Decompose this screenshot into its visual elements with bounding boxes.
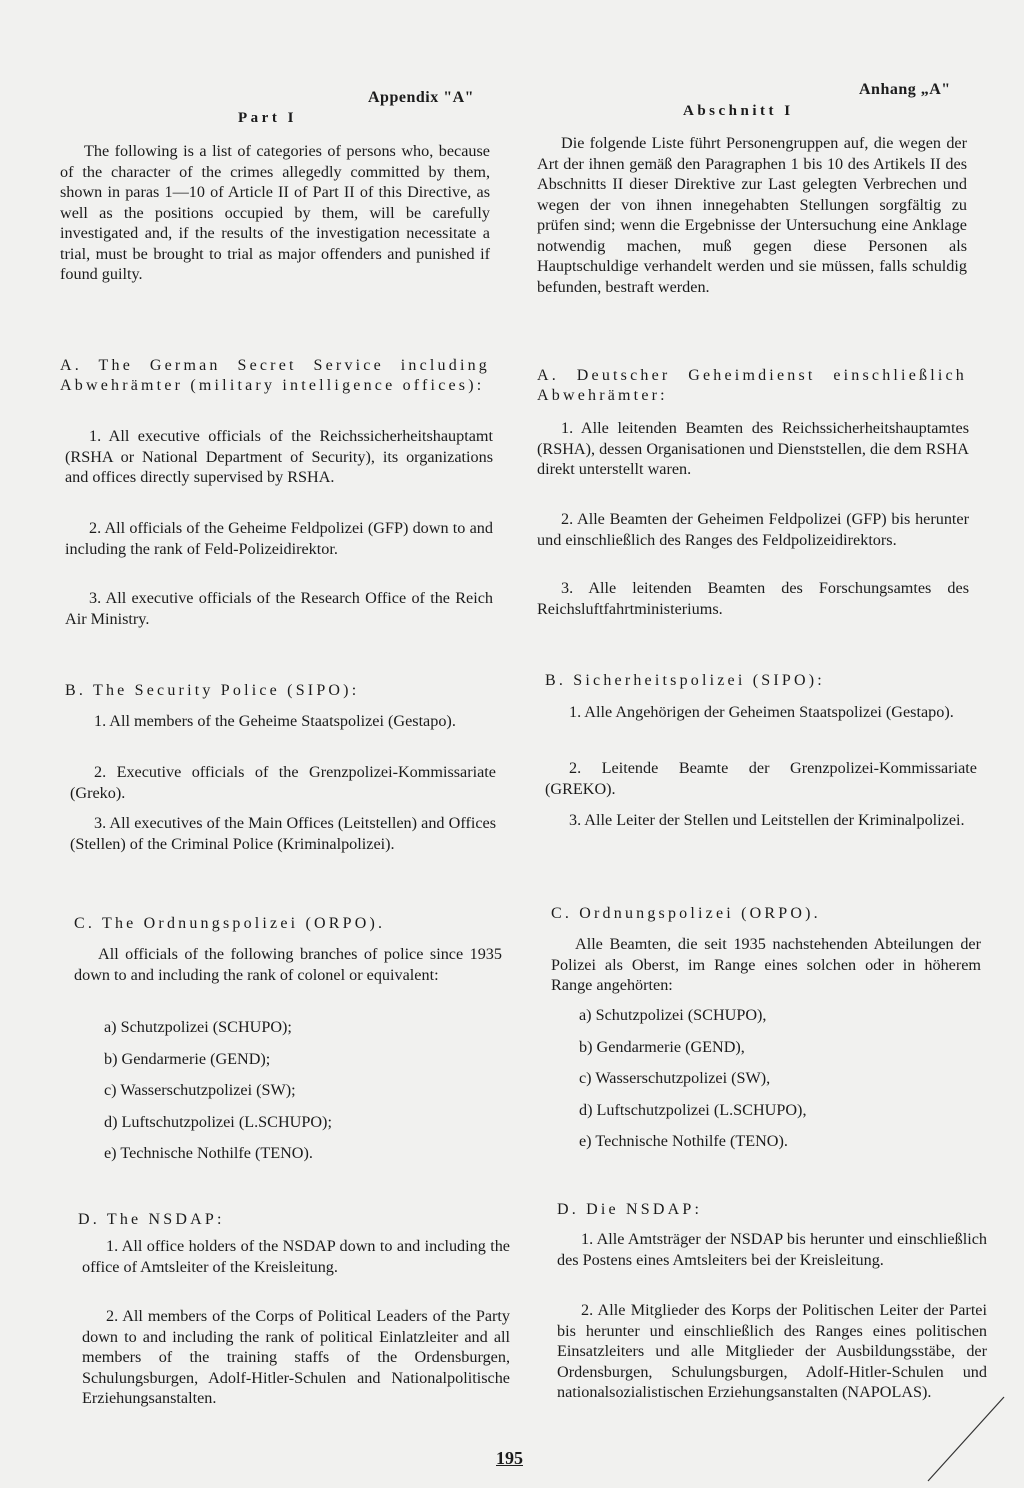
- section-a-item-2: 2. All officials of the Geheime Feldpolizei (GFP) down to and including the rank of Feld-Polizeidirektor.: [65, 519, 493, 558]
- abschnitt-c-subitem-a: a) Schutzpolizei (SCHUPO),: [579, 1006, 767, 1024]
- abschnitt-b-item-2: 2. Leitende Beamte der Grenzpolizei-Kommissariate (GREKO).: [545, 759, 977, 798]
- intro-paragraph: The following is a list of categories of persons who, because of the character of the crimes allegedly committed by them, shown in paras 1—10 of Article II of Part II of this Directive, as well as the positions occupied by them, will be carefully investigated and, if the results of the investigation necessitate a trial, must be brought to trial as major offenders and punished if found guilty.: [60, 142, 490, 283]
- section-c-subitem-d: d) Luftschutzpolizei (L.SCHUPO);: [104, 1112, 332, 1131]
- abschnitt-b-item-3: 3. Alle Leiter der Stellen und Leitstellen der Kriminalpolizei.: [569, 811, 965, 829]
- section-c-subitems: [68, 1017, 484, 1175]
- section-c-heading: C. The Ordnungspolizei (ORPO).: [74, 915, 386, 932]
- abschnitt-d-heading: D. Die NSDAP:: [557, 1201, 703, 1218]
- appendix-title: Appendix "A": [368, 89, 475, 106]
- section-d-item-2: 2. All members of the Corps of Political Leaders of the Party down to and including the rank of political Einlatzleiter and all members of the training staffs of the Ordensburgen, Schulungsburgen, Adolf-Hitler-Schulen and Nationalpolitische Erziehungsanstalten.: [82, 1307, 510, 1407]
- abschnitt-a-item-2: 2. Alle Beamten der Geheimen Feldpolizei (GFP) bis herunter und einschließlich des Ranges des Feldpolizeidirektors.: [537, 510, 969, 549]
- abschnitt-c-subitems: [543, 1005, 959, 1163]
- section-b-item-2: 2. Executive officials of the Grenzpolizei-Kommissariate (Greko).: [70, 763, 496, 802]
- section-c-subitem-b: b) Gendarmerie (GEND);: [104, 1049, 271, 1068]
- section-a-item-1: 1. All executive officials of the Reichssicherheitshauptamt (RSHA or National Department of Security), its organizations and offices directly supervised by RSHA.: [65, 427, 493, 486]
- abschnitt-c-subitem-d: d) Luftschutzpolizei (L.SCHUPO),: [579, 1100, 807, 1119]
- section-a-item-3: 3. All executive officials of the Research Office of the Reich Air Ministry.: [65, 589, 493, 628]
- section-c-subitem-a: a) Schutzpolizei (SCHUPO);: [104, 1018, 292, 1036]
- part-title: Part I: [238, 110, 297, 126]
- section-b-heading: B. The Security Police (SIPO):: [65, 682, 360, 699]
- abschnitt-d-item-1: 1. Alle Amtsträger der NSDAP bis herunter und einschließlich des Postens eines Amtsleiters bei der Kreisleitung.: [557, 1230, 987, 1269]
- abschnitt-a-heading: A. Deutscher Geheimdienst einschließlich Abwehrämter:: [537, 367, 967, 404]
- section-c-intro: All officials of the following branches of police since 1935 down to and including the rank of colonel or equivalent:: [74, 945, 502, 984]
- abschnitt-c-intro: Alle Beamten, die seit 1935 nachstehenden Abteilungen der Polizei als Oberst, im Range eines solchen oder in höherem Range angehörten:: [551, 935, 981, 994]
- section-b-item-1: 1. All members of the Geheime Staatspolizei (Gestapo).: [94, 712, 456, 730]
- abschnitt-b-item-1: 1. Alle Angehörigen der Geheimen Staatspolizei (Gestapo).: [569, 703, 954, 721]
- section-d-item-1: 1. All office holders of the NSDAP down to and including the office of Amtsleiter of the Kreisleitung.: [82, 1237, 510, 1276]
- abschnitt-c-heading: C. Ordnungspolizei (ORPO).: [551, 905, 821, 922]
- abschnitt-c-subitem-c: c) Wasserschutzpolizei (SW),: [579, 1069, 771, 1087]
- pen-stroke-mark: [920, 1395, 1010, 1485]
- abschnitt-a-item-3: 3. Alle leitenden Beamten des Forschungsamtes des Reichsluftfahrtministeriums.: [537, 579, 969, 618]
- abschnitt-c-subitem-b: b) Gendarmerie (GEND),: [579, 1037, 745, 1056]
- section-d-heading: D. The NSDAP:: [78, 1211, 225, 1228]
- section-c-subitem-e: e) Technische Nothilfe (TENO).: [104, 1144, 313, 1162]
- abschnitt-a-item-1: 1. Alle leitenden Beamten des Reichssicherheitshauptamtes (RSHA), dessen Organisationen und Dienststellen, die dem RSHA direkt unterstellt waren.: [537, 419, 969, 478]
- section-c-subitem-c: c) Wasserschutzpolizei (SW);: [104, 1081, 296, 1099]
- abschnitt-d-item-2: 2. Alle Mitglieder des Korps der Politischen Leiter der Partei bis herunter und einschließlich des Ranges eines politischen Einsatzleiters und alle Mitglieder der Ausbildungsstäbe, der Ordensburgen, Schulungsburgen, Adolf-Hitler-Schulen und nationalsozialistischen Erziehungsanstalten (NAPOLAS).: [557, 1301, 987, 1401]
- einleitung-paragraph: Die folgende Liste führt Personengruppen auf, die wegen der Art der ihnen gemäß den Paragraphen 1 bis 10 des Artikels II des Abschnitts II dieser Direktive zur Last gelegten Verbrechen und wegen der von ihnen innegehabten Stellungen sorgfältig zu prüfen sind; wenn die Ergebnisse der Untersuchung eine Anklage notwendig machen, muß gegen diese Personen als Hauptschuldige verhandelt werden und sie müssen, falls schuldig befunden, bestraft werden.: [537, 134, 967, 296]
- section-a-heading: A. The German Secret Service including Abwehrämter (military intelligence offices):: [60, 357, 490, 394]
- anhang-title: Anhang „A": [859, 81, 951, 98]
- page-number: 195: [496, 1448, 523, 1468]
- abschnitt-b-heading: B. Sicherheitspolizei (SIPO):: [545, 672, 825, 689]
- abschnitt-c-subitem-e: e) Technische Nothilfe (TENO).: [579, 1132, 788, 1150]
- abschnitt-title: Abschnitt I: [683, 103, 794, 119]
- section-b-item-3: 3. All executives of the Main Offices (Leitstellen) and Offices (Stellen) of the Criminal Police (Kriminalpolizei).: [70, 814, 496, 853]
